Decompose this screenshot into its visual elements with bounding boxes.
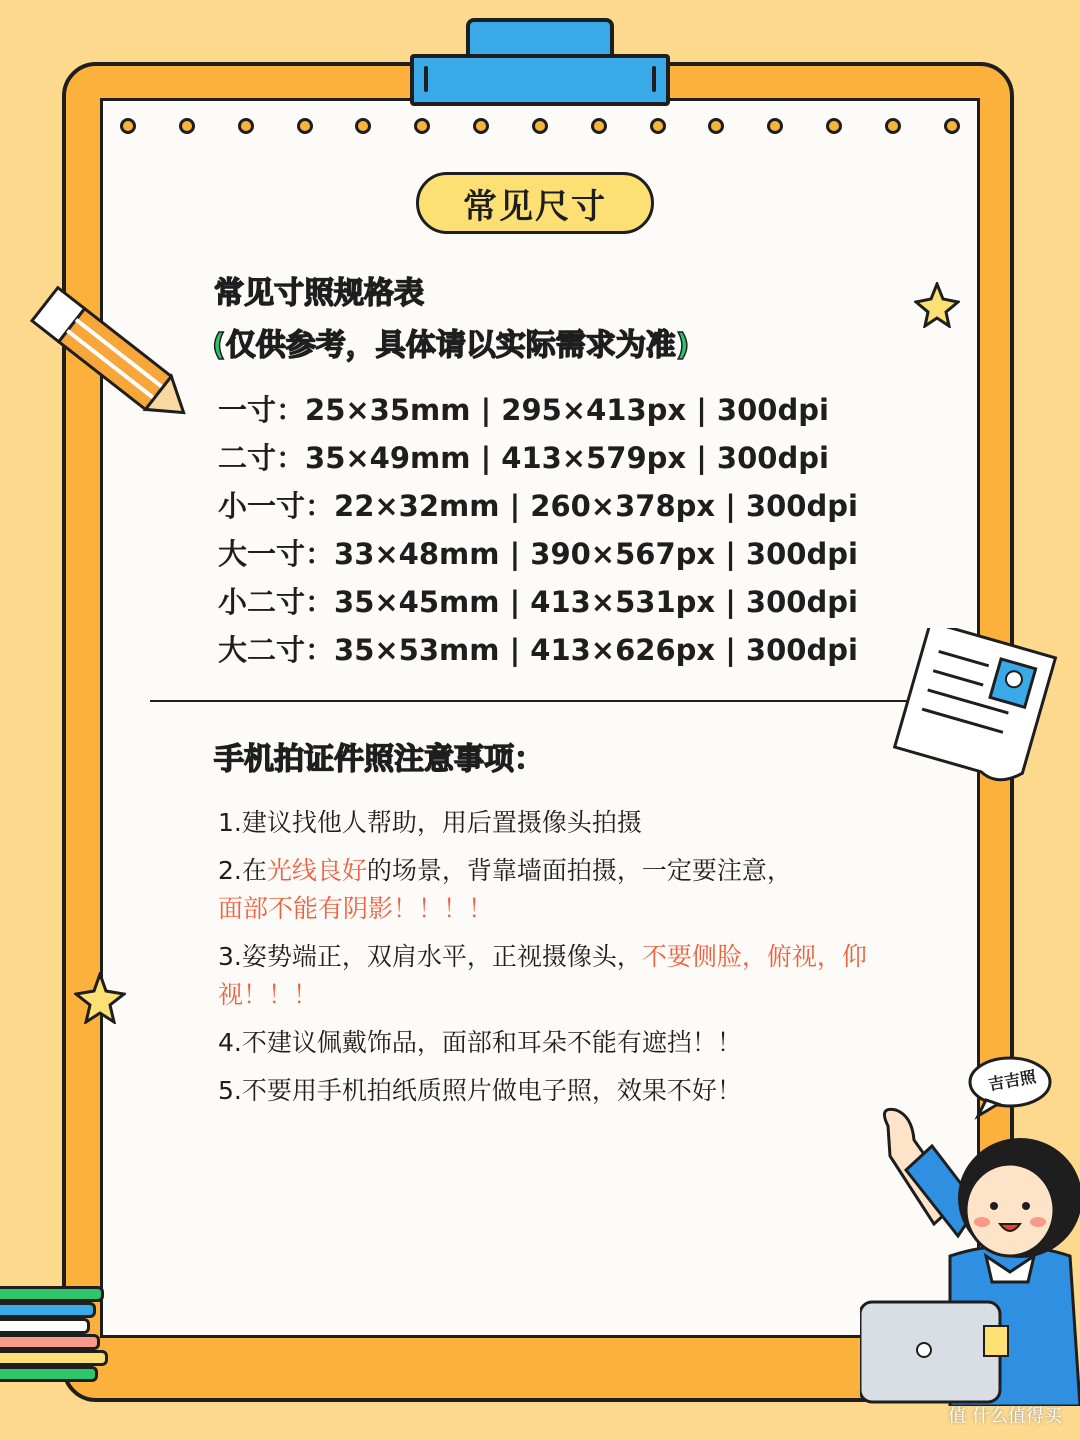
table-heading: 常见寸照规格表: [214, 276, 424, 311]
notes-heading: 手机拍证件照注意事项：: [214, 742, 544, 777]
section-divider: [150, 700, 940, 702]
notes-list: [218, 804, 898, 1120]
note-item: 1.建议找他人帮助，用后置摄像头拍摄: [218, 808, 642, 837]
table-subheading: (仅供参考，具体请以实际需求为准): [212, 328, 690, 363]
note-item: 3.姿势端正，双肩水平，正视摄像头，不要侧脸，俯视，仰视！！！: [218, 942, 867, 1009]
star-icon: [914, 282, 960, 328]
spec-row: 小一寸：22×32mm | 260×378px | 300dpi: [218, 489, 858, 523]
binder-holes: [120, 118, 960, 142]
document-icon: [888, 628, 1064, 792]
book-stack: [0, 1286, 112, 1416]
girl-illustration: [860, 1106, 1080, 1406]
spec-row: 大一寸：33×48mm | 390×567px | 300dpi: [218, 537, 858, 571]
star-icon: [74, 972, 126, 1024]
note-item: 4.不建议佩戴饰品，面部和耳朵不能有遮挡！！: [218, 1028, 742, 1057]
spec-row: 一寸：25×35mm | 295×413px | 300dpi: [218, 393, 829, 427]
note-item: 5.不要用手机拍纸质照片做电子照，效果不好！: [218, 1076, 742, 1105]
pencil-icon: [24, 282, 204, 442]
spec-list: [218, 386, 858, 674]
spec-row: 二寸：35×49mm | 413×579px | 300dpi: [218, 441, 829, 475]
spec-row: 小二寸：35×45mm | 413×531px | 300dpi: [218, 585, 858, 619]
bubble-text: 吉吉照: [986, 1066, 1038, 1095]
clip-bar: [410, 54, 670, 106]
spec-row: 大二寸：35×53mm | 413×626px | 300dpi: [218, 633, 858, 667]
watermark: 值 什么值得买: [948, 1406, 1062, 1427]
note-item: 2.在光线良好的场景，背靠墙面拍摄，一定要注意， 面部不能有阴影！！！！: [218, 856, 792, 923]
page-title: 常见尺寸: [416, 172, 654, 234]
